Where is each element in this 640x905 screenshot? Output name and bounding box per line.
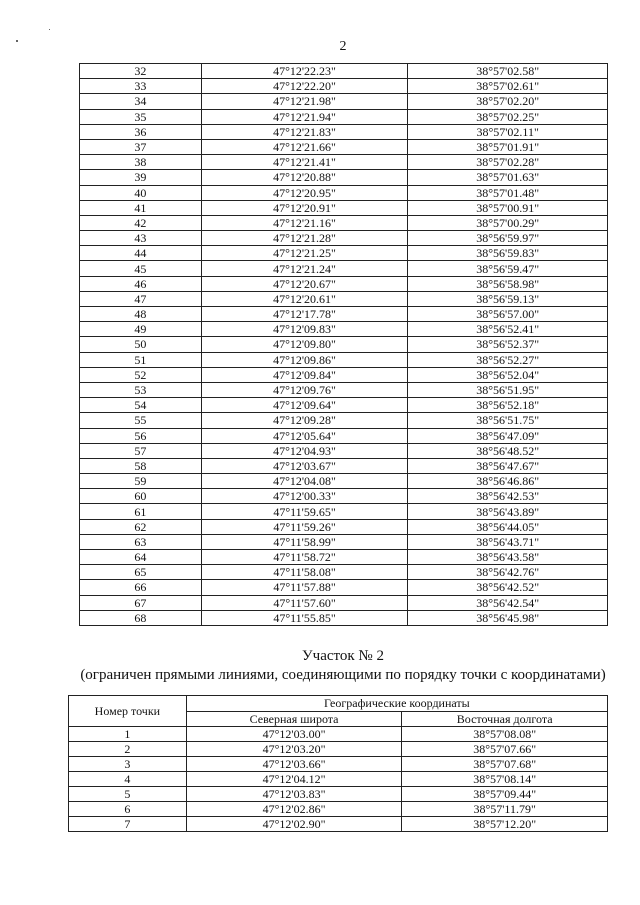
latitude-cell: 47°11'59.26" <box>201 519 408 534</box>
table-row <box>80 139 608 154</box>
point-number-cell: 62 <box>80 519 202 534</box>
latitude-cell: 47°11'58.99" <box>201 534 408 549</box>
table-row <box>80 261 608 276</box>
header-point-number: Номер точки <box>69 696 187 727</box>
table-row <box>80 610 608 625</box>
header-latitude: Северная широта <box>186 711 402 727</box>
latitude-cell: 47°12'09.76" <box>201 382 408 397</box>
latitude-cell: 47°12'00.33" <box>201 489 408 504</box>
page-number: 2 <box>339 39 347 54</box>
point-number-cell: 36 <box>80 124 202 139</box>
table-row <box>80 443 608 458</box>
latitude-cell: 47°12'21.24" <box>201 261 408 276</box>
longitude-cell: 38°57'11.79" <box>402 802 608 817</box>
longitude-cell: 38°57'02.61" <box>408 79 608 94</box>
table-row <box>80 519 608 534</box>
latitude-cell: 47°12'21.94" <box>201 109 408 124</box>
point-number-cell: 48 <box>80 307 202 322</box>
table-row <box>80 565 608 580</box>
point-number-cell: 1 <box>69 727 187 742</box>
table-row <box>80 550 608 565</box>
table-row <box>80 367 608 382</box>
longitude-cell: 38°56'42.53" <box>408 489 608 504</box>
table-row <box>80 79 608 94</box>
point-number-cell: 49 <box>80 322 202 337</box>
longitude-cell: 38°56'44.05" <box>408 519 608 534</box>
point-number-cell: 5 <box>69 787 187 802</box>
longitude-cell: 38°57'07.66" <box>402 742 608 757</box>
latitude-cell: 47°12'03.67" <box>201 458 408 473</box>
table-row <box>69 787 608 802</box>
table-row <box>80 398 608 413</box>
point-number-cell: 33 <box>80 79 202 94</box>
latitude-cell: 47°12'21.98" <box>201 94 408 109</box>
latitude-cell: 47°12'21.41" <box>201 155 408 170</box>
longitude-cell: 38°56'52.18" <box>408 398 608 413</box>
table-row <box>80 231 608 246</box>
point-number-cell: 52 <box>80 367 202 382</box>
longitude-cell: 38°56'52.04" <box>408 367 608 382</box>
longitude-cell: 38°57'09.44" <box>402 787 608 802</box>
point-number-cell: 54 <box>80 398 202 413</box>
point-number-cell: 34 <box>80 94 202 109</box>
longitude-cell: 38°56'59.97" <box>408 231 608 246</box>
table-header-row <box>69 696 608 712</box>
table-row <box>80 382 608 397</box>
longitude-cell: 38°56'52.27" <box>408 352 608 367</box>
longitude-cell: 38°56'42.76" <box>408 565 608 580</box>
point-number-cell: 4 <box>69 772 187 787</box>
section-2-table-body <box>69 727 608 832</box>
longitude-cell: 38°56'58.98" <box>408 276 608 291</box>
latitude-cell: 47°12'21.25" <box>201 246 408 261</box>
latitude-cell: 47°12'02.86" <box>186 802 402 817</box>
longitude-cell: 38°56'43.71" <box>408 534 608 549</box>
point-number-cell: 40 <box>80 185 202 200</box>
table-row <box>80 109 608 124</box>
table-row <box>69 727 608 742</box>
latitude-cell: 47°12'03.00" <box>186 727 402 742</box>
longitude-cell: 38°56'48.52" <box>408 443 608 458</box>
longitude-cell: 38°57'12.20" <box>402 817 608 832</box>
table-row <box>80 200 608 215</box>
longitude-cell: 38°56'59.13" <box>408 291 608 306</box>
point-number-cell: 6 <box>69 802 187 817</box>
longitude-cell: 38°56'51.75" <box>408 413 608 428</box>
table-row <box>80 458 608 473</box>
point-number-cell: 39 <box>80 170 202 185</box>
header-geo-coordinates: Географические координаты <box>186 696 607 712</box>
point-number-cell: 67 <box>80 595 202 610</box>
point-number-cell: 38 <box>80 155 202 170</box>
longitude-cell: 38°56'45.98" <box>408 610 608 625</box>
latitude-cell: 47°12'20.95" <box>201 185 408 200</box>
table-row <box>69 742 608 757</box>
table-row <box>80 534 608 549</box>
point-number-cell: 37 <box>80 139 202 154</box>
point-number-cell: 7 <box>69 817 187 832</box>
point-number-cell: 55 <box>80 413 202 428</box>
longitude-cell: 38°56'51.95" <box>408 382 608 397</box>
point-number-cell: 57 <box>80 443 202 458</box>
longitude-cell: 38°57'02.25" <box>408 109 608 124</box>
table-row <box>69 757 608 772</box>
point-number-cell: 42 <box>80 215 202 230</box>
table-row <box>80 246 608 261</box>
longitude-cell: 38°56'42.52" <box>408 580 608 595</box>
latitude-cell: 47°11'58.08" <box>201 565 408 580</box>
point-number-cell: 63 <box>80 534 202 549</box>
longitude-cell: 38°57'00.91" <box>408 200 608 215</box>
point-number-cell: 66 <box>80 580 202 595</box>
latitude-cell: 47°11'55.85" <box>201 610 408 625</box>
point-number-cell: 64 <box>80 550 202 565</box>
table-row <box>80 474 608 489</box>
coordinates-table-body <box>80 64 608 626</box>
latitude-cell: 47°12'20.61" <box>201 291 408 306</box>
point-number-cell: 65 <box>80 565 202 580</box>
latitude-cell: 47°11'58.72" <box>201 550 408 565</box>
table-row <box>69 772 608 787</box>
header-longitude: Восточная долгота <box>402 711 608 727</box>
latitude-cell: 47°12'17.78" <box>201 307 408 322</box>
longitude-cell: 38°56'59.47" <box>408 261 608 276</box>
longitude-cell: 38°56'43.58" <box>408 550 608 565</box>
latitude-cell: 47°12'20.67" <box>201 276 408 291</box>
latitude-cell: 47°11'57.88" <box>201 580 408 595</box>
point-number-cell: 59 <box>80 474 202 489</box>
longitude-cell: 38°56'47.67" <box>408 458 608 473</box>
table-row <box>80 322 608 337</box>
longitude-cell: 38°56'59.83" <box>408 246 608 261</box>
table-row <box>80 428 608 443</box>
table-row <box>80 580 608 595</box>
latitude-cell: 47°11'59.65" <box>201 504 408 519</box>
point-number-cell: 68 <box>80 610 202 625</box>
longitude-cell: 38°57'02.28" <box>408 155 608 170</box>
longitude-cell: 38°57'01.91" <box>408 139 608 154</box>
latitude-cell: 47°12'09.83" <box>201 322 408 337</box>
point-number-cell: 51 <box>80 352 202 367</box>
latitude-cell: 47°12'21.66" <box>201 139 408 154</box>
latitude-cell: 47°12'09.86" <box>201 352 408 367</box>
latitude-cell: 47°12'20.91" <box>201 200 408 215</box>
table-row <box>80 215 608 230</box>
latitude-cell: 47°12'02.90" <box>186 817 402 832</box>
table-row <box>80 170 608 185</box>
point-number-cell: 60 <box>80 489 202 504</box>
latitude-cell: 47°12'21.83" <box>201 124 408 139</box>
point-number-cell: 43 <box>80 231 202 246</box>
latitude-cell: 47°12'03.20" <box>186 742 402 757</box>
latitude-cell: 47°12'03.83" <box>186 787 402 802</box>
table-row <box>80 504 608 519</box>
latitude-cell: 47°12'09.64" <box>201 398 408 413</box>
latitude-cell: 47°12'21.16" <box>201 215 408 230</box>
table-row <box>80 124 608 139</box>
table-row <box>80 276 608 291</box>
latitude-cell: 47°12'04.93" <box>201 443 408 458</box>
longitude-cell: 38°56'52.37" <box>408 337 608 352</box>
table-row <box>80 155 608 170</box>
point-number-cell: 56 <box>80 428 202 443</box>
latitude-cell: 47°12'04.08" <box>201 474 408 489</box>
table-row <box>80 307 608 322</box>
point-number-cell: 41 <box>80 200 202 215</box>
point-number-cell: 3 <box>69 757 187 772</box>
scan-speck <box>49 29 50 30</box>
table-row <box>80 94 608 109</box>
point-number-cell: 46 <box>80 276 202 291</box>
longitude-cell: 38°57'07.68" <box>402 757 608 772</box>
point-number-cell: 50 <box>80 337 202 352</box>
latitude-cell: 47°12'09.80" <box>201 337 408 352</box>
point-number-cell: 44 <box>80 246 202 261</box>
latitude-cell: 47°12'09.84" <box>201 367 408 382</box>
point-number-cell: 58 <box>80 458 202 473</box>
point-number-cell: 32 <box>80 64 202 79</box>
section-subtitle: (ограничен прямыми линиями, соединяющими по порядку точки с координатами) <box>80 667 606 683</box>
longitude-cell: 38°57'02.58" <box>408 64 608 79</box>
point-number-cell: 53 <box>80 382 202 397</box>
longitude-cell: 38°57'08.14" <box>402 772 608 787</box>
latitude-cell: 47°11'57.60" <box>201 595 408 610</box>
latitude-cell: 47°12'20.88" <box>201 170 408 185</box>
coordinates-table-continued <box>79 63 608 626</box>
latitude-cell: 47°12'09.28" <box>201 413 408 428</box>
table-row <box>80 64 608 79</box>
longitude-cell: 38°56'46.86" <box>408 474 608 489</box>
table-row <box>80 489 608 504</box>
table-row <box>80 337 608 352</box>
longitude-cell: 38°57'02.20" <box>408 94 608 109</box>
latitude-cell: 47°12'22.20" <box>201 79 408 94</box>
longitude-cell: 38°56'42.54" <box>408 595 608 610</box>
point-number-cell: 45 <box>80 261 202 276</box>
point-number-cell: 61 <box>80 504 202 519</box>
latitude-cell: 47°12'03.66" <box>186 757 402 772</box>
longitude-cell: 38°56'47.09" <box>408 428 608 443</box>
table-row <box>80 185 608 200</box>
longitude-cell: 38°56'57.00" <box>408 307 608 322</box>
latitude-cell: 47°12'22.23" <box>201 64 408 79</box>
longitude-cell: 38°56'43.89" <box>408 504 608 519</box>
longitude-cell: 38°56'52.41" <box>408 322 608 337</box>
point-number-cell: 35 <box>80 109 202 124</box>
section-2-coordinates-table <box>68 695 608 832</box>
table-row <box>69 817 608 832</box>
longitude-cell: 38°57'00.29" <box>408 215 608 230</box>
longitude-cell: 38°57'02.11" <box>408 124 608 139</box>
latitude-cell: 47°12'21.28" <box>201 231 408 246</box>
table-row <box>80 352 608 367</box>
point-number-cell: 2 <box>69 742 187 757</box>
table-row <box>80 291 608 306</box>
longitude-cell: 38°57'01.63" <box>408 170 608 185</box>
longitude-cell: 38°57'01.48" <box>408 185 608 200</box>
table-row <box>80 413 608 428</box>
longitude-cell: 38°57'08.08" <box>402 727 608 742</box>
table-row <box>69 802 608 817</box>
table-row <box>80 595 608 610</box>
section-title: Участок № 2 <box>302 648 384 664</box>
latitude-cell: 47°12'04.12" <box>186 772 402 787</box>
point-number-cell: 47 <box>80 291 202 306</box>
latitude-cell: 47°12'05.64" <box>201 428 408 443</box>
